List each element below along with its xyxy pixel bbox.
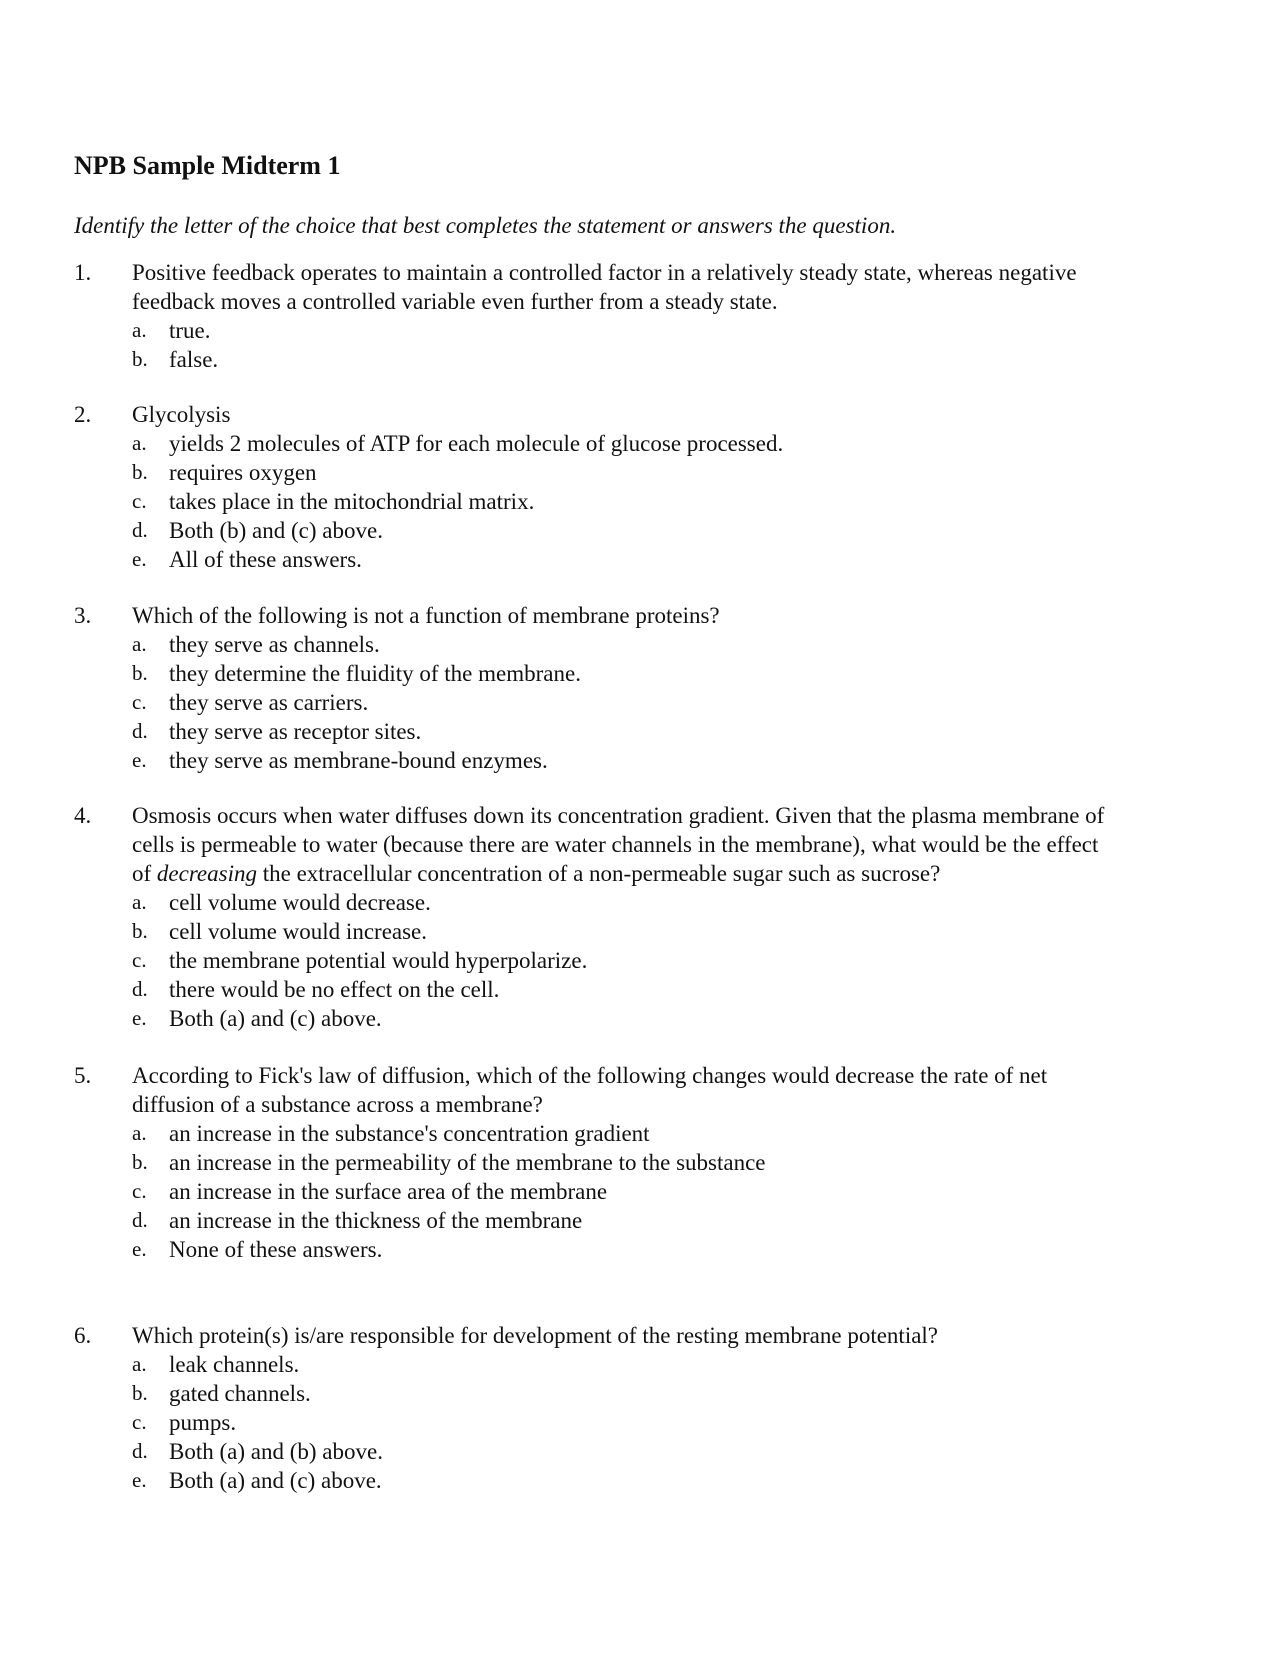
option-letter: c. xyxy=(132,489,147,513)
option-c[interactable] xyxy=(132,688,1214,717)
options-list xyxy=(132,888,1214,1033)
option-text: None of these answers. xyxy=(169,1237,383,1262)
option-letter: c. xyxy=(132,948,147,972)
option-a[interactable] xyxy=(132,888,1214,917)
question-stem xyxy=(132,400,1280,429)
option-letter: b. xyxy=(132,1150,148,1174)
options-list xyxy=(132,1350,1214,1495)
option-a[interactable] xyxy=(132,316,1214,345)
stem-emphasis: decreasing xyxy=(156,861,257,886)
option-text: they serve as membrane-bound enzymes. xyxy=(169,748,548,773)
option-text: an increase in the permeability of the membrane to the substance xyxy=(169,1150,766,1175)
instructions: Identify the letter of the choice that best completes the statement or answers the question. xyxy=(74,213,897,238)
option-letter: b. xyxy=(132,919,148,943)
option-e[interactable] xyxy=(132,1466,1214,1495)
question-5 xyxy=(74,1061,1214,1264)
option-text: takes place in the mitochondrial matrix. xyxy=(169,489,535,514)
question-number: 6. xyxy=(74,1323,92,1348)
option-letter: e. xyxy=(132,1237,147,1261)
option-letter: a. xyxy=(132,890,147,914)
option-text: pumps. xyxy=(169,1410,237,1435)
option-text: they serve as carriers. xyxy=(169,690,369,715)
option-letter: d. xyxy=(132,518,148,542)
question-number: 1. xyxy=(74,260,92,285)
option-text: yields 2 molecules of ATP for each molecule of glucose processed. xyxy=(169,431,784,456)
option-b[interactable] xyxy=(132,1379,1214,1408)
option-text: Both (a) and (c) above. xyxy=(169,1006,382,1031)
stem-line: Glycolysis xyxy=(132,402,231,427)
option-c[interactable] xyxy=(132,1177,1214,1206)
option-letter: e. xyxy=(132,547,147,571)
option-letter: a. xyxy=(132,1121,147,1145)
option-text: the membrane potential would hyperpolarize. xyxy=(169,948,588,973)
question-1 xyxy=(74,258,1214,374)
option-c[interactable] xyxy=(132,946,1214,975)
option-letter: b. xyxy=(132,661,148,685)
option-letter: a. xyxy=(132,1352,147,1376)
question-4 xyxy=(74,801,1214,1033)
option-letter: c. xyxy=(132,1410,147,1434)
question-number: 4. xyxy=(74,803,92,828)
option-e[interactable] xyxy=(132,1004,1214,1033)
option-letter: e. xyxy=(132,748,147,772)
option-d[interactable] xyxy=(132,1437,1214,1466)
option-a[interactable] xyxy=(132,630,1214,659)
question-number: 3. xyxy=(74,603,92,628)
question-stem xyxy=(132,1061,1280,1119)
option-text: cell volume would increase. xyxy=(169,919,428,944)
option-text: Both (b) and (c) above. xyxy=(169,518,383,543)
option-d[interactable] xyxy=(132,516,1214,545)
stem-line: cells is permeable to water (because there are water channels in the membrane), what would be the effect xyxy=(132,832,1099,857)
stem-line: Positive feedback operates to maintain a controlled factor in a relatively steady state, whereas negative xyxy=(132,260,1077,285)
question-3 xyxy=(74,601,1214,775)
option-text: true. xyxy=(169,318,211,343)
option-letter: b. xyxy=(132,1381,148,1405)
options-list xyxy=(132,429,1214,574)
option-text: an increase in the surface area of the membrane xyxy=(169,1179,608,1204)
stem-prefix: of xyxy=(132,861,157,886)
option-text: false. xyxy=(169,347,219,372)
option-b[interactable] xyxy=(132,345,1214,374)
option-text: All of these answers. xyxy=(169,547,362,572)
option-letter: c. xyxy=(132,1179,147,1203)
question-stem xyxy=(132,1321,1280,1350)
option-text: an increase in the substance's concentration gradient xyxy=(169,1121,650,1146)
option-e[interactable] xyxy=(132,545,1214,574)
option-text: requires oxygen xyxy=(169,460,317,485)
stem-line: diffusion of a substance across a membrane? xyxy=(132,1092,543,1117)
options-list xyxy=(132,316,1214,374)
option-b[interactable] xyxy=(132,458,1214,487)
stem-line: Which of the following is not a function of membrane proteins? xyxy=(132,603,720,628)
option-text: there would be no effect on the cell. xyxy=(169,977,500,1002)
options-list xyxy=(132,630,1214,775)
question-2 xyxy=(74,400,1214,574)
option-letter: d. xyxy=(132,1208,148,1232)
stem-line: feedback moves a controlled variable even further from a steady state. xyxy=(132,289,778,314)
stem-line: Osmosis occurs when water diffuses down its concentration gradient. Given that the plasma membrane of xyxy=(132,803,1105,828)
option-e[interactable] xyxy=(132,1235,1214,1264)
question-stem xyxy=(132,258,1280,316)
option-text: they serve as receptor sites. xyxy=(169,719,422,744)
option-letter: a. xyxy=(132,431,147,455)
option-text: an increase in the thickness of the membrane xyxy=(169,1208,583,1233)
option-d[interactable] xyxy=(132,717,1214,746)
question-number: 2. xyxy=(74,402,92,427)
option-b[interactable] xyxy=(132,917,1214,946)
option-d[interactable] xyxy=(132,1206,1214,1235)
stem-line: Which protein(s) is/are responsible for development of the resting membrane potential? xyxy=(132,1323,939,1348)
option-letter: b. xyxy=(132,347,148,371)
option-a[interactable] xyxy=(132,1119,1214,1148)
option-letter: a. xyxy=(132,632,147,656)
option-c[interactable] xyxy=(132,1408,1214,1437)
question-stem xyxy=(132,801,1280,888)
option-text: leak channels. xyxy=(169,1352,300,1377)
page-title: NPB Sample Midterm 1 xyxy=(74,151,341,180)
option-text: Both (a) and (c) above. xyxy=(169,1468,382,1493)
question-6 xyxy=(74,1321,1214,1495)
option-letter: a. xyxy=(132,318,147,342)
question-stem xyxy=(132,601,1280,630)
stem-suffix: the extracellular concentration of a non-permeable sugar such as sucrose? xyxy=(257,861,941,886)
option-a[interactable] xyxy=(132,1350,1214,1379)
option-d[interactable] xyxy=(132,975,1214,1004)
option-letter: d. xyxy=(132,977,148,1001)
option-b[interactable] xyxy=(132,659,1214,688)
option-e[interactable] xyxy=(132,746,1214,775)
question-number: 5. xyxy=(74,1063,92,1088)
option-letter: e. xyxy=(132,1468,147,1492)
option-text: they serve as channels. xyxy=(169,632,380,657)
option-text: gated channels. xyxy=(169,1381,311,1406)
option-b[interactable] xyxy=(132,1148,1214,1177)
option-letter: d. xyxy=(132,1439,148,1463)
option-letter: c. xyxy=(132,690,147,714)
option-text: cell volume would decrease. xyxy=(169,890,431,915)
option-text: Both (a) and (b) above. xyxy=(169,1439,383,1464)
stem-line xyxy=(132,859,1280,888)
option-a[interactable] xyxy=(132,429,1214,458)
option-c[interactable] xyxy=(132,487,1214,516)
stem-line: According to Fick's law of diffusion, which of the following changes would decrease the rate of net xyxy=(132,1063,1048,1088)
options-list xyxy=(132,1119,1214,1264)
option-letter: e. xyxy=(132,1006,147,1030)
option-text: they determine the fluidity of the membrane. xyxy=(169,661,581,686)
option-letter: b. xyxy=(132,460,148,484)
option-letter: d. xyxy=(132,719,148,743)
